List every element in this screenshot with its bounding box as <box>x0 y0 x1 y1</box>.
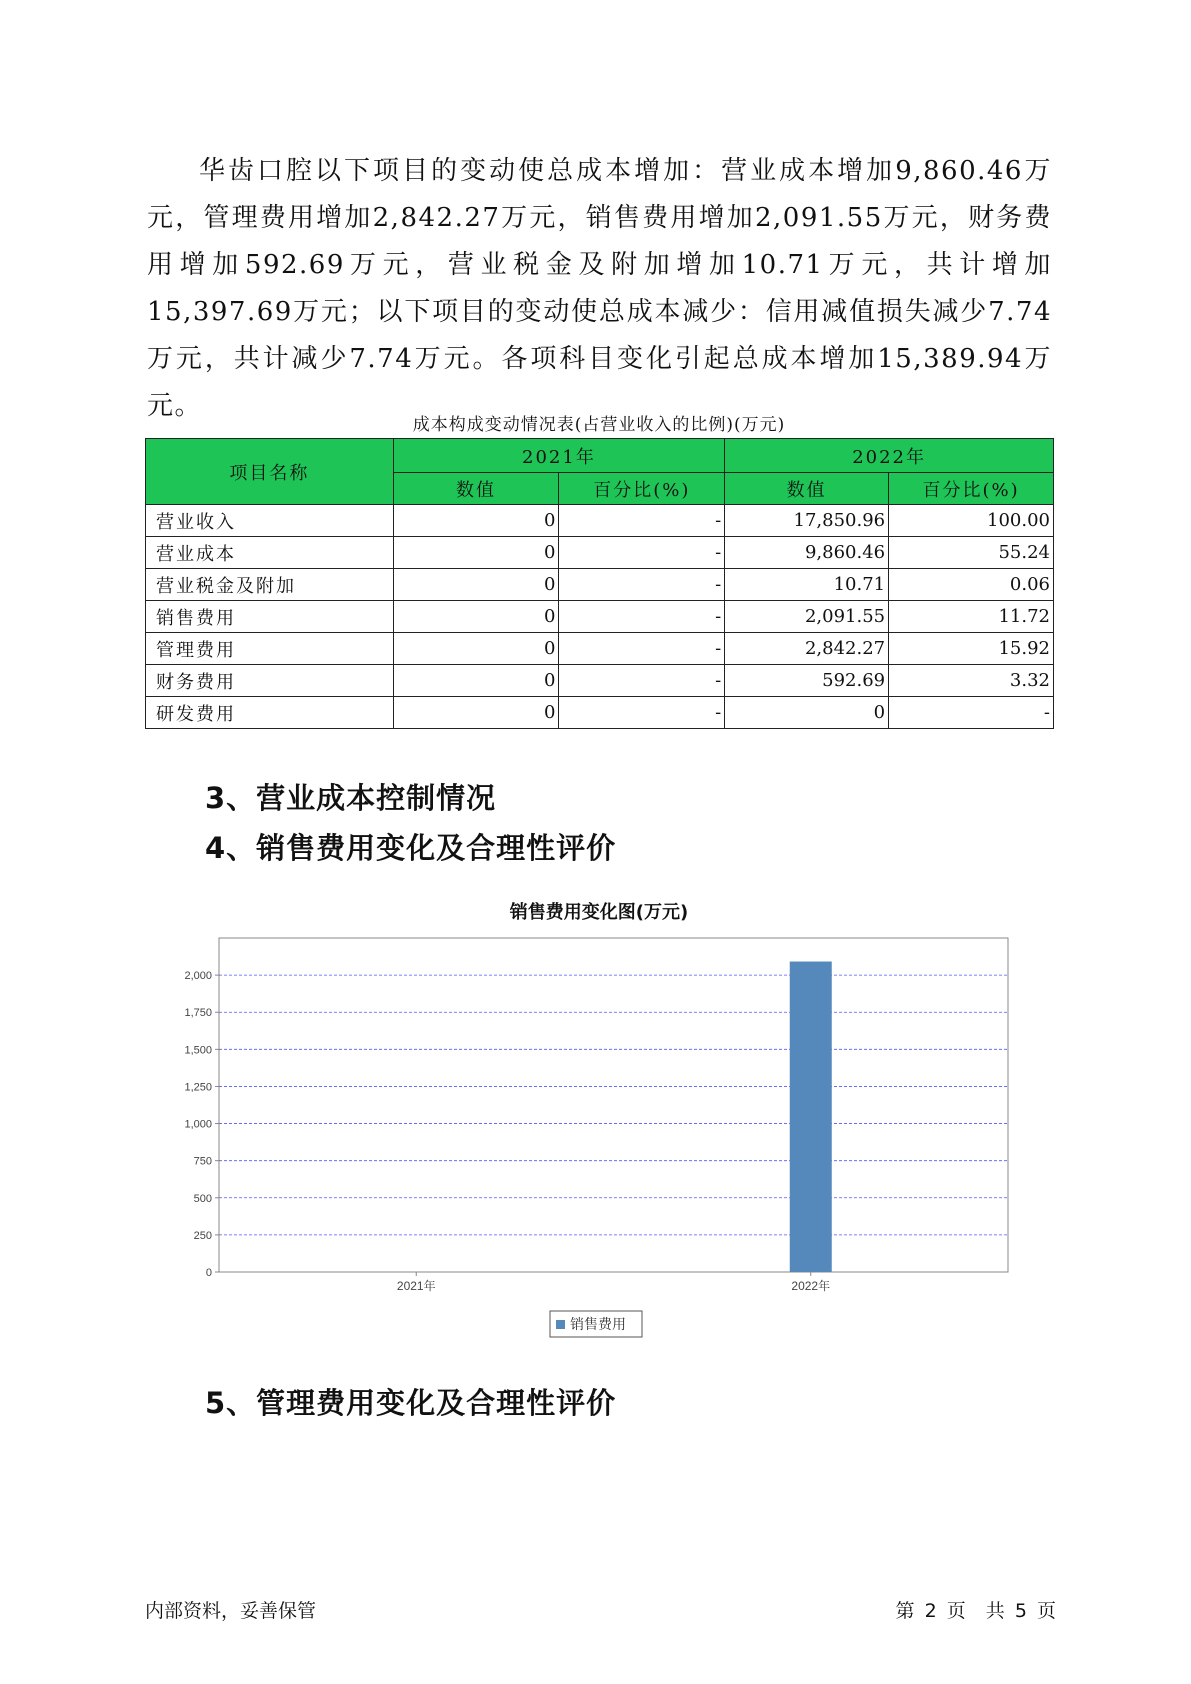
row-value-2021: 0 <box>393 569 559 601</box>
table-row <box>146 505 1054 537</box>
y-tick-label: 500 <box>193 1192 212 1205</box>
row-pct-2021: - <box>559 633 725 665</box>
footer-confidential-note: 内部资料，妥善保管 <box>145 1600 317 1622</box>
table-row <box>146 537 1054 569</box>
row-pct-2021: - <box>559 569 725 601</box>
y-tick-label: 1,000 <box>184 1118 212 1131</box>
header-value-2021: 数值 <box>393 473 559 505</box>
summary-paragraph: 华齿口腔以下项目的变动使总成本增加：营业成本增加9,860.46万元，管理费用增加2,842.27万元，销售费用增加2,091.55万元，财务费用增加592.69万元，营业税金及附加增加10.71万元，共计增加15,397.69万元；以下项目的变动使总成本减少：信用减值损失减少7.74万元，共计减少7.74万元。各项科目变化引起总成本增加15,389.94万元。 <box>147 156 1052 421</box>
row-value-2021: 0 <box>393 601 559 633</box>
cost-structure-table <box>145 438 1054 729</box>
row-value-2021: 0 <box>393 633 559 665</box>
row-value-2021: 0 <box>393 665 559 697</box>
row-pct-2021: - <box>559 505 725 537</box>
total-label-b: 页 <box>1036 1600 1056 1622</box>
row-name: 营业税金及附加 <box>146 569 394 601</box>
header-year-2021: 2021年 <box>393 439 725 473</box>
x-tick-label: 2022年 <box>791 1279 831 1293</box>
total-pages: 5 <box>1014 1600 1027 1622</box>
header-pct-2022: 百分比(%) <box>889 473 1054 505</box>
row-pct-2022: 3.32 <box>889 665 1054 697</box>
row-pct-2021: - <box>559 697 725 729</box>
chart-title: 销售费用变化图(万元) <box>509 902 689 923</box>
row-pct-2021: - <box>559 665 725 697</box>
heading-section-3: 3、营业成本控制情况 <box>205 781 497 815</box>
row-pct-2021: - <box>559 537 725 569</box>
y-tick-label: 2,000 <box>184 970 212 983</box>
legend <box>550 1311 642 1337</box>
row-name: 财务费用 <box>146 665 394 697</box>
row-name: 营业成本 <box>146 537 394 569</box>
x-tick-label: 2021年 <box>396 1279 436 1293</box>
y-tick-label: 0 <box>205 1267 212 1279</box>
row-pct-2022: 100.00 <box>889 505 1054 537</box>
table-row <box>146 665 1054 697</box>
plot-area <box>219 938 1008 1272</box>
row-pct-2022: 55.24 <box>889 537 1054 569</box>
row-pct-2022: 15.92 <box>889 633 1054 665</box>
y-axis-ticks <box>184 970 219 1279</box>
row-value-2021: 0 <box>393 537 559 569</box>
legend-swatch <box>556 1320 565 1329</box>
row-name: 研发费用 <box>146 697 394 729</box>
y-tick-label: 1,500 <box>184 1044 212 1057</box>
row-value-2022: 592.69 <box>725 665 889 697</box>
header-item-name: 项目名称 <box>146 439 394 505</box>
x-axis-ticks <box>397 1272 830 1293</box>
bar <box>790 962 832 1272</box>
y-tick-label: 250 <box>193 1229 212 1242</box>
heading-section-5: 5、管理费用变化及合理性评价 <box>205 1386 617 1420</box>
y-tick-label: 750 <box>193 1155 212 1168</box>
row-value-2022: 2,842.27 <box>725 633 889 665</box>
row-value-2021: 0 <box>393 697 559 729</box>
total-label-a: 共 <box>985 1600 1005 1622</box>
row-pct-2022: 0.06 <box>889 569 1054 601</box>
legend-label: 销售费用 <box>570 1316 626 1332</box>
row-value-2022: 10.71 <box>725 569 889 601</box>
row-name: 管理费用 <box>146 633 394 665</box>
footer-page-indicator <box>892 1596 1056 1623</box>
heading-section-4: 4、销售费用变化及合理性评价 <box>205 831 617 865</box>
y-tick-label: 1,250 <box>184 1081 212 1094</box>
bars <box>790 962 832 1272</box>
row-value-2022: 17,850.96 <box>725 505 889 537</box>
page-label-b: 页 <box>946 1600 966 1622</box>
header-value-2022: 数值 <box>725 473 889 505</box>
header-pct-2021: 百分比(%) <box>559 473 725 505</box>
table-row <box>146 569 1054 601</box>
table-row <box>146 697 1054 729</box>
row-pct-2022: - <box>889 697 1054 729</box>
row-name: 营业收入 <box>146 505 394 537</box>
table-row <box>146 601 1054 633</box>
row-name: 销售费用 <box>146 601 394 633</box>
sales-expense-bar-chart <box>160 935 1020 1355</box>
row-pct-2021: - <box>559 601 725 633</box>
table-row <box>146 633 1054 665</box>
row-value-2021: 0 <box>393 505 559 537</box>
header-year-2022: 2022年 <box>725 439 1054 473</box>
page-number: 2 <box>924 1600 937 1622</box>
table-caption: 成本构成变动情况表(占营业收入的比例)(万元) <box>412 415 786 435</box>
row-value-2022: 2,091.55 <box>725 601 889 633</box>
page-label-a: 第 <box>895 1600 915 1622</box>
row-pct-2022: 11.72 <box>889 601 1054 633</box>
row-value-2022: 9,860.46 <box>725 537 889 569</box>
row-value-2022: 0 <box>725 697 889 729</box>
y-tick-label: 1,750 <box>184 1007 212 1020</box>
